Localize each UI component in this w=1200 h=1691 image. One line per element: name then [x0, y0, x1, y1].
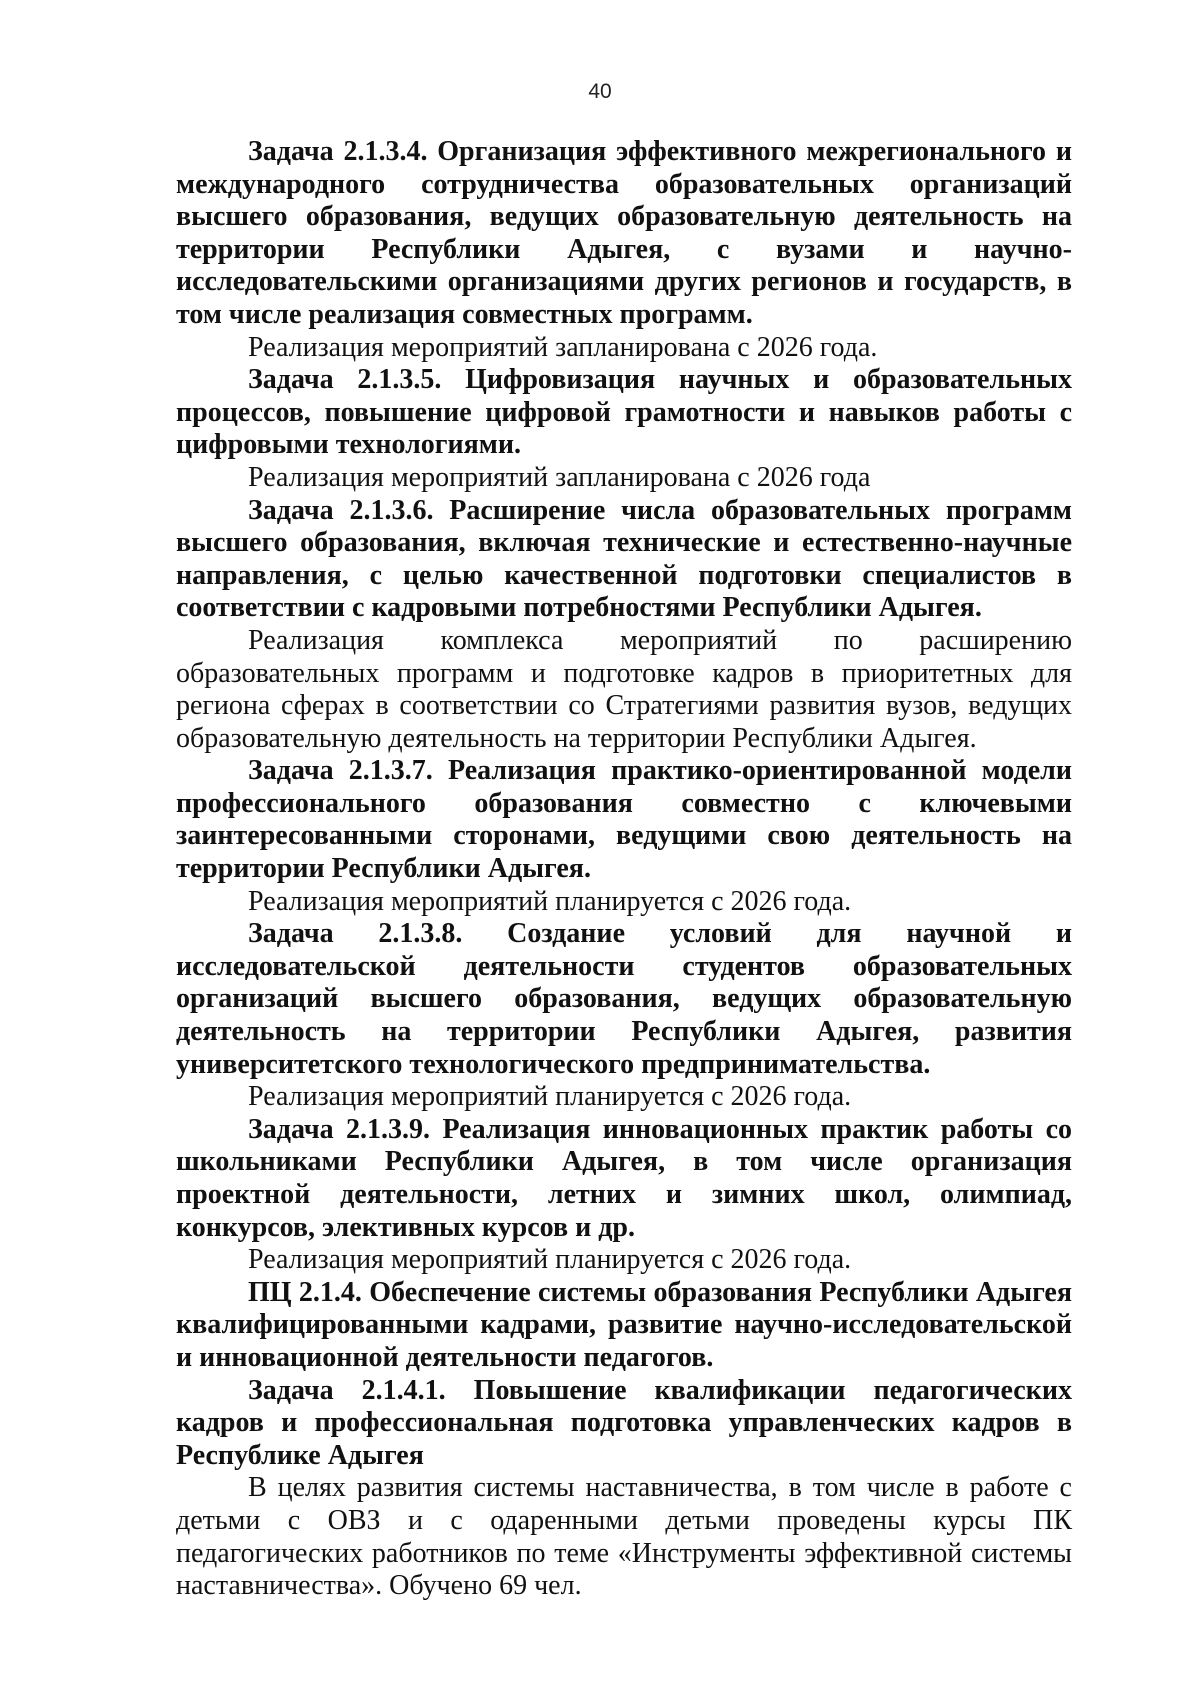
- page-number: 40: [588, 80, 612, 103]
- task-heading-2-1-3-6: Задача 2.1.3.6. Расширение числа образовательных программ высшего образования, включая технические и естественно-научные направления, с целью качественной подготовки специалистов в соответствии с кадровыми потребностями Республики Адыгея.: [176, 494, 1072, 624]
- implementation-note: Реализация мероприятий запланирована с 2026 года: [248, 461, 871, 493]
- task-heading-2-1-3-8: Задача 2.1.3.8. Создание условий для научной и исследовательской деятельности студентов образовательных организаций высшего образования, ведущих образовательную деятельность на территории Республики Адыгея, развития университетского технологического предпринимательства.: [176, 918, 1072, 1080]
- implementation-note: Реализация комплекса мероприятий по расширению образовательных программ и подготовке кадров в приоритетных для региона сферах в соответствии со Стратегиями развития вузов, ведущих образовательную деятельность на территории Республики Адыгея.: [176, 624, 1072, 754]
- program-goal-heading-2-1-4: ПЦ 2.1.4. Обеспечение системы образования Республики Адыгея квалифицированными кадрами, развитие научно-исследовательской и инновационной деятельности педагогов.: [176, 1276, 1072, 1373]
- implementation-note: Реализация мероприятий планируется с 2026 года.: [248, 1081, 852, 1113]
- document-body: [176, 136, 1072, 1603]
- implementation-note: Реализация мероприятий запланирована с 2026 года.: [248, 331, 878, 363]
- task-heading-2-1-3-9: Задача 2.1.3.9. Реализация инновационных практик работы со школьниками Республики Адыгея, в том числе организация проектной деятельности, летних и зимних школ, олимпиад, конкурсов, элективных курсов и др.: [176, 1113, 1072, 1243]
- task-heading-2-1-3-7: Задача 2.1.3.7. Реализация практико-ориентированной модели профессионального образования совместно с ключевыми заинтересованными сторонами, ведущими свою деятельность на территории Республики Адыгея.: [176, 755, 1072, 885]
- task-heading-2-1-3-5: Задача 2.1.3.5. Цифровизация научных и образовательных процессов, повышение цифровой грамотности и навыков работы с цифровыми технологиями.: [176, 364, 1072, 461]
- mentoring-courses-paragraph: В целях развития системы наставничества, в том числе в работе с детьми с ОВЗ и с одаренными детьми проведены курсы ПК педагогических работников по теме «Инструменты эффективной системы наставничества». Обучено 69 чел.: [176, 1472, 1072, 1602]
- task-heading-2-1-3-4: Задача 2.1.3.4. Организация эффективного межрегионального и международного сотрудничества образовательных организаций высшего образования, ведущих образовательную деятельность на территории Республики Адыгея, с вузами и научно-исследовательскими организациями других регионов и государств, в том числе реализация совместных программ.: [176, 136, 1072, 330]
- implementation-note: Реализация мероприятий планируется с 2026 года.: [248, 885, 852, 917]
- task-heading-2-1-4-1: Задача 2.1.4.1. Повышение квалификации педагогических кадров и профессиональная подготовка управленческих кадров в Республике Адыгея: [176, 1374, 1072, 1471]
- implementation-note: Реализация мероприятий планируется с 2026 года.: [248, 1244, 852, 1276]
